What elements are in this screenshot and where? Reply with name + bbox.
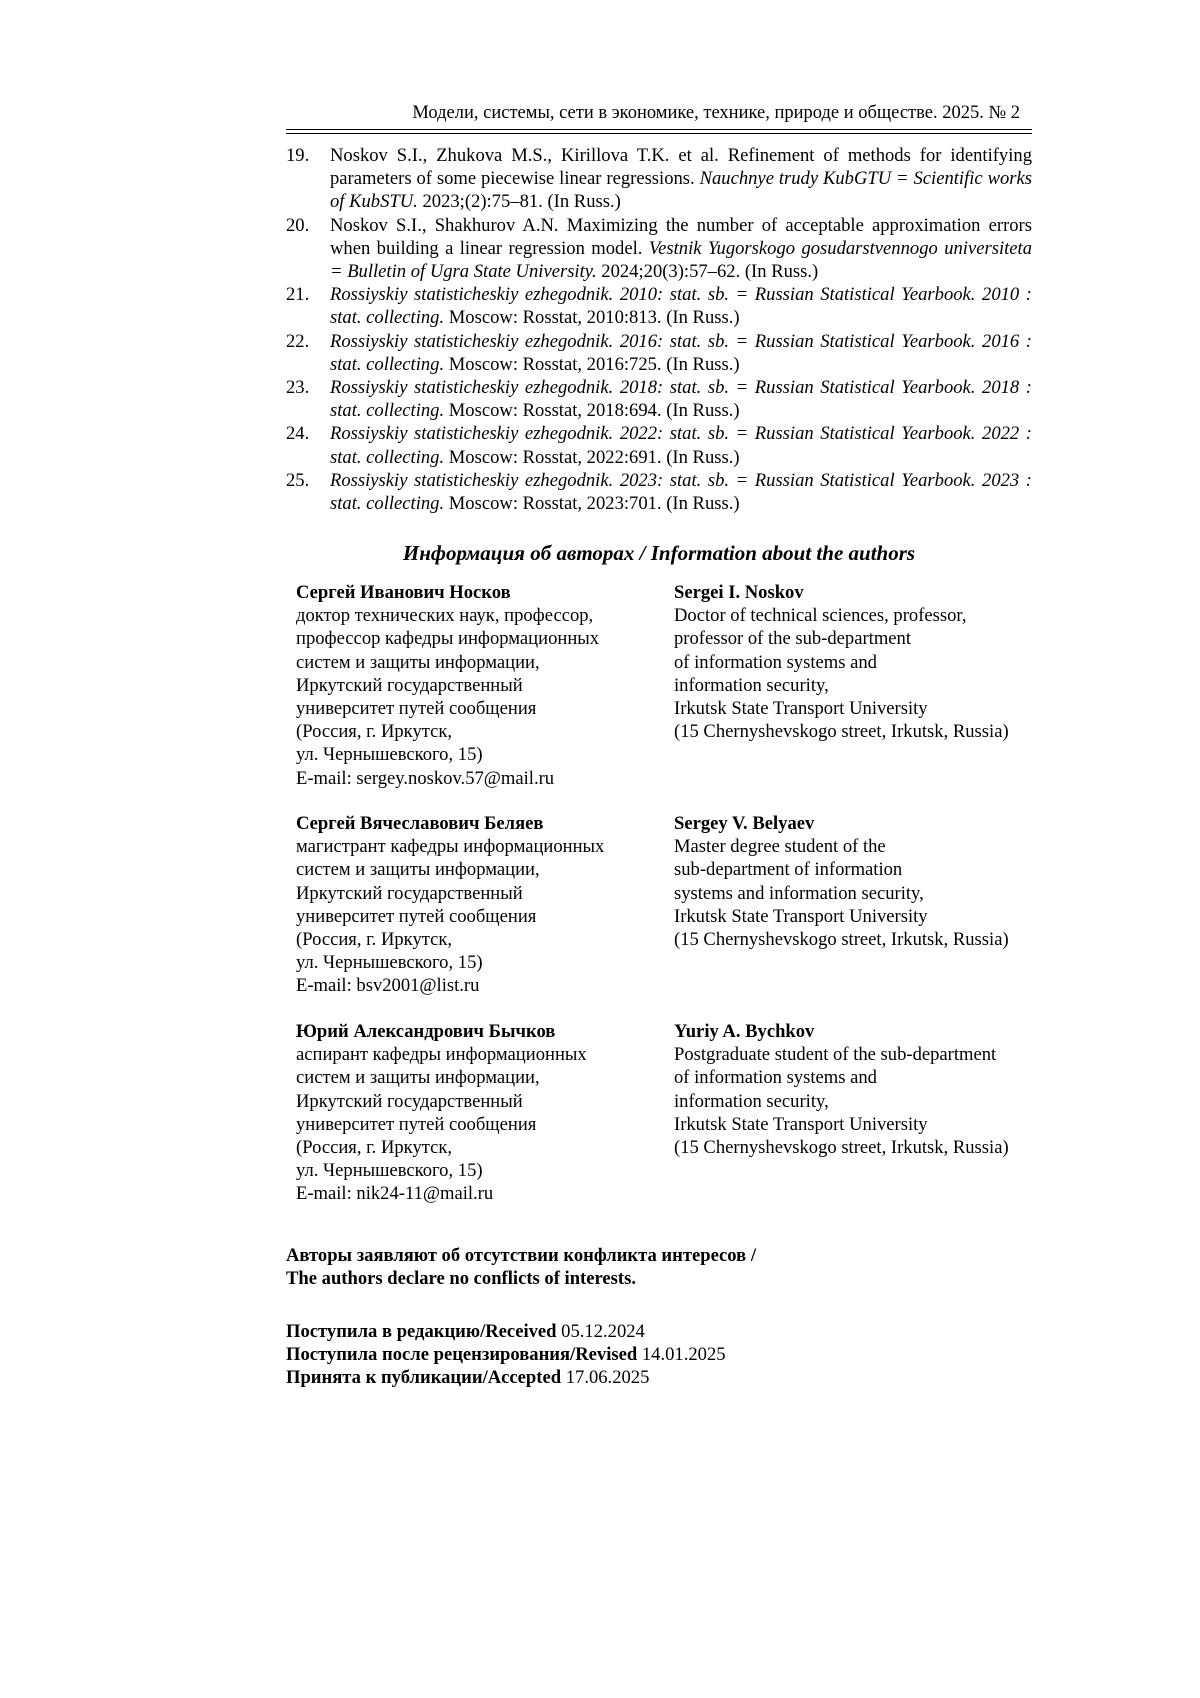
author-en-column [674,1020,1034,1159]
date-revised: Поступила после рецензирования/Revised 14.01.2025 [286,1344,726,1366]
author-detail-line: (Россия, г. Иркутск, [296,929,453,951]
author-detail-line: (Россия, г. Иркутск, [296,1137,453,1159]
author-detail-line: Postgraduate student of the sub-department [674,1044,997,1066]
author-detail-line: Иркутский государственный [296,674,523,696]
author-detail-line: аспирант кафедры информационных [296,1044,587,1066]
authors-heading: Информация об авторах / Information about the authors [402,541,916,565]
author-detail-line: (15 Chernyshevskogo street, Irkutsk, Russia) [674,1137,1009,1159]
reference-item: 19. Noskov S.I., Zhukova M.S., Kirillova T.K. et al. Refinement of methods for identifying parameters of some piecewise linear regressions. Nauchnye trudy KubGTU = Scientific works of KubSTU. 2023;(2):75–81. (In Russ.) [286,145,1032,213]
author-detail-line: sub-department of information [674,859,903,881]
author-detail-line: ул. Чернышевского, 15) [296,952,483,974]
running-head: Модели, системы, сети в экономике, технике, природе и обществе. 2025. № 2 [412,103,1020,123]
author-detail-line: (Россия, г. Иркутск, [296,721,453,743]
author-detail-line: систем и защиты информации, [296,651,540,673]
author-detail-line: доктор технических наук, профессор, [296,605,594,627]
publication-dates [286,1320,726,1390]
author-name-ru: Сергей Иванович Носков [296,582,511,603]
author-detail-line: of information systems and [674,651,877,673]
author-detail-line: университет путей сообщения [296,905,537,927]
author-detail-line: университет путей сообщения [296,698,537,720]
author-detail-line: professor of the sub-department [674,628,911,650]
reference-item: 22. Rossiyskiy statisticheskiy ezhegodnik. 2016: stat. sb. = Russian Statistical Yearbook. 2016 : stat. collecting. Moscow: Rosstat, 2016:725. (In Russ.) [286,330,1032,375]
author-detail-line: ул. Чернышевского, 15) [296,744,483,766]
author-detail-line: information security, [674,1090,829,1112]
author-detail-line: Master degree student of the [674,836,886,858]
reference-item: 23. Rossiyskiy statisticheskiy ezhegodnik. 2018: stat. sb. = Russian Statistical Yearbook. 2018 : stat. collecting. Moscow: Rosstat, 2018:694. (In Russ.) [286,377,1032,422]
author-email: E-mail: nik24-11@mail.ru [296,1183,494,1205]
author-detail-line: Irkutsk State Transport University [674,698,928,720]
author-detail-line: Иркутский государственный [296,882,523,904]
author-detail-line: (15 Chernyshevskogo street, Irkutsk, Russia) [674,929,1009,951]
reference-item: 20. Noskov S.I., Shakhurov A.N. Maximizing the number of acceptable approximation errors when building a linear regression model. Vestnik Yugorskogo gosudarstvennogo universiteta = Bulletin of Ugra State University. 2024;20(3):57–62. (In Russ.) [286,214,1032,283]
conflict-statement [286,1244,756,1290]
conflict-line-ru: Авторы заявляют об отсутствии конфликта интересов / [286,1245,756,1266]
author-name-ru: Сергей Вячеславович Беляев [296,813,544,834]
author-detail-line: systems and information security, [674,882,924,904]
date-received: Поступила в редакцию/Received 05.12.2024 [286,1321,645,1342]
author-detail-line: Irkutsk State Transport University [674,905,928,927]
author-email: E-mail: bsv2001@list.ru [296,975,480,997]
author-name-en: Sergei I. Noskov [674,582,804,603]
reference-item: 24. Rossiyskiy statisticheskiy ezhegodnik. 2022: stat. sb. = Russian Statistical Yearbook. 2022 : stat. collecting. Moscow: Rosstat, 2022:691. (In Russ.) [286,423,1032,468]
header-double-rule [286,129,1032,134]
author-detail-line: Doctor of technical sciences, professor, [674,605,967,627]
author-name-en: Yuriy A. Bychkov [674,1021,815,1042]
author-en-column [674,581,1034,743]
reference-item: 25. Rossiyskiy statisticheskiy ezhegodnik. 2023: stat. sb. = Russian Statistical Yearbook. 2023 : stat. collecting. Moscow: Rosstat, 2023:701. (In Russ.) [286,469,1032,515]
author-detail-line: Иркутский государственный [296,1090,523,1112]
reference-item: 21. Rossiyskiy statisticheskiy ezhegodnik. 2010: stat. sb. = Russian Statistical Yearbook. 2010 : stat. collecting. Moscow: Rosstat, 2010:813. (In Russ.) [286,284,1032,329]
author-detail-line: систем и защиты информации, [296,1067,540,1089]
author-detail-line: профессор кафедры информационных [296,628,600,650]
author-detail-line: ул. Чернышевского, 15) [296,1160,483,1182]
author-email: E-mail: sergey.noskov.57@mail.ru [296,767,555,789]
author-ru-column [296,1020,666,1206]
author-ru-column [296,581,666,790]
author-detail-line: систем и защиты информации, [296,859,540,881]
author-detail-line: of information systems and [674,1067,877,1089]
conflict-line-en: The authors declare no conflicts of interests. [286,1268,636,1290]
author-en-column [674,812,1034,951]
author-ru-column [296,812,666,998]
author-detail-line: information security, [674,674,829,696]
author-name-en: Sergey V. Belyaev [674,813,815,834]
date-accepted: Принята к публикации/Accepted 17.06.2025 [286,1367,650,1389]
author-detail-line: магистрант кафедры информационных [296,836,605,858]
author-detail-line: Irkutsk State Transport University [674,1113,928,1135]
author-name-ru: Юрий Александрович Бычков [296,1021,556,1042]
author-detail-line: университет путей сообщения [296,1113,537,1135]
author-detail-line: (15 Chernyshevskogo street, Irkutsk, Russia) [674,721,1009,743]
reference-list [286,144,1032,515]
